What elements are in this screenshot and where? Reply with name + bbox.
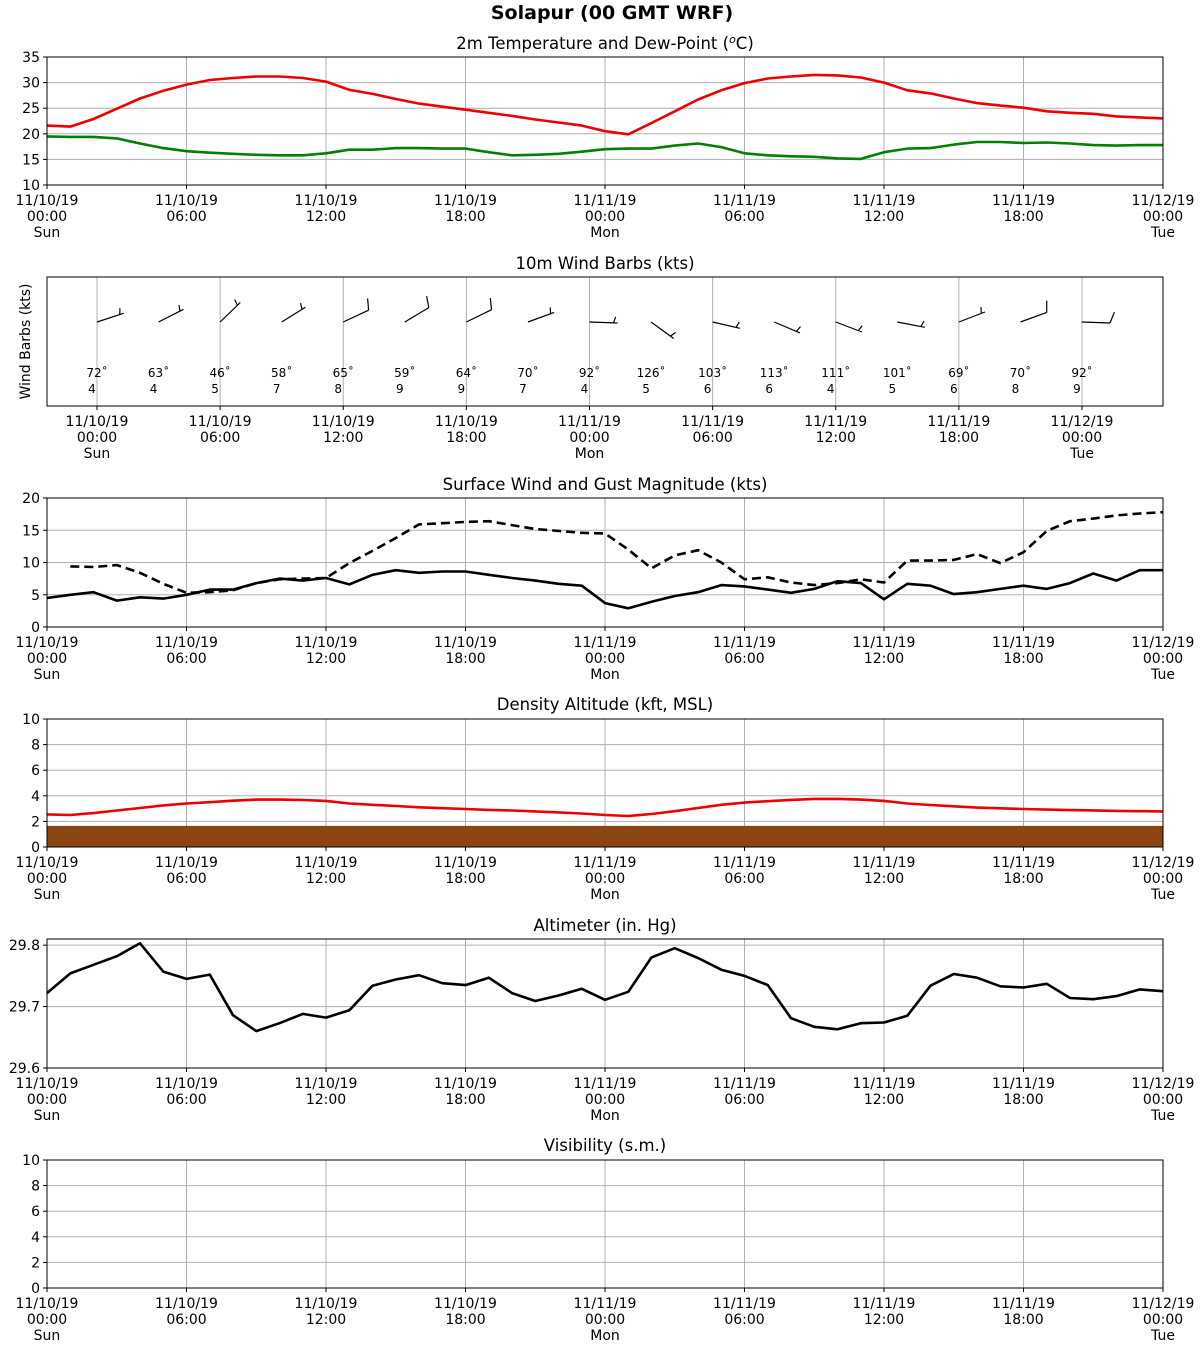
x-tick-date: 11/11/19	[992, 193, 1055, 209]
wind-barb	[713, 322, 740, 328]
x-tick-time: 18:00	[1003, 871, 1044, 887]
x-tick-date: 11/10/19	[155, 855, 218, 871]
x-tick-time: 18:00	[445, 1312, 486, 1328]
barb-speed-label: 8	[1011, 382, 1020, 396]
x-tick-time: 18:00	[445, 209, 486, 225]
wind-barb	[466, 298, 491, 322]
x-tick-time: 00:00	[26, 1312, 68, 1328]
wind-barb	[97, 308, 124, 322]
x-tick-time: 00:00	[584, 651, 626, 667]
x-tick-date: 11/10/19	[65, 414, 129, 430]
barb-speed-label: 4	[580, 382, 589, 396]
barb-half-flag	[301, 303, 302, 309]
x-tick-date: 11/11/19	[713, 1076, 776, 1092]
barb-direction-label: 63˚	[147, 366, 170, 380]
x-tick-date: 11/11/19	[992, 1296, 1055, 1312]
x-tick-time: 06:00	[692, 430, 733, 446]
x-tick-day: Mon	[574, 446, 605, 462]
barb-speed-label: 5	[211, 382, 219, 396]
x-tick-time: 18:00	[1003, 651, 1044, 667]
barb-direction-label: 65˚	[332, 366, 354, 380]
gust-line	[70, 512, 1163, 593]
barb-shaft	[1020, 312, 1046, 322]
wind-barb	[220, 300, 240, 322]
barb-direction-label: 59˚	[394, 366, 416, 380]
x-tick-time: 00:00	[1142, 651, 1184, 667]
x-tick-date: 11/11/19	[573, 1296, 637, 1312]
x-tick-time: 18:00	[445, 651, 486, 667]
y-tick-label: 29.7	[8, 999, 40, 1016]
x-tick-date: 11/10/19	[294, 635, 358, 651]
panels	[9, 33, 1195, 1344]
x-tick-day: Sun	[33, 225, 61, 241]
temperature-title: 2m Temperature and Dew-Point ($^o$C)	[456, 33, 754, 53]
barb-direction-label: 92˚	[578, 366, 601, 380]
x-tick-date: 11/10/19	[155, 1296, 218, 1312]
barb-half-flag	[235, 300, 238, 306]
barb-half-flag	[921, 321, 924, 327]
barb-speed-label: 4	[826, 382, 835, 396]
wind-barb	[405, 296, 429, 322]
barb-speed-label: 7	[519, 382, 527, 396]
x-tick-time: 00:00	[1142, 871, 1184, 887]
x-tick-date: 11/11/19	[573, 635, 637, 651]
x-tick-day: Mon	[590, 1108, 620, 1124]
x-tick-time: 06:00	[724, 871, 765, 887]
barb-direction-label: 64˚	[455, 366, 478, 380]
x-tick-date: 11/12/19	[1131, 1076, 1195, 1092]
y-tick-label: 10	[22, 555, 40, 572]
y-tick-label: 6	[31, 763, 40, 780]
x-tick-time: 18:00	[1003, 209, 1044, 225]
x-tick-date: 11/10/19	[15, 855, 79, 871]
y-tick-label: 4	[31, 788, 40, 805]
x-tick-time: 06:00	[166, 871, 207, 887]
x-tick-date: 11/10/19	[15, 1076, 79, 1092]
x-tick-day: Sun	[33, 887, 61, 903]
x-tick-date: 11/10/19	[155, 1076, 218, 1092]
altimeter-title: Altimeter (in. Hg)	[533, 916, 677, 935]
barb-direction-label: 58˚	[271, 366, 293, 380]
x-tick-day: Sun	[33, 667, 61, 683]
x-tick-date: 11/11/19	[852, 193, 916, 209]
x-tick-date: 11/10/19	[434, 1076, 497, 1092]
x-tick-time: 12:00	[323, 430, 364, 446]
barb-shaft	[466, 310, 491, 322]
x-tick-time: 06:00	[724, 1312, 765, 1328]
x-tick-time: 12:00	[863, 871, 905, 887]
x-tick-time: 00:00	[1142, 209, 1184, 225]
barb-speed-label: 5	[888, 382, 897, 396]
barb-half-flag	[858, 326, 862, 331]
x-tick-time: 12:00	[863, 1092, 905, 1108]
x-tick-date: 11/11/19	[852, 1296, 916, 1312]
barb-direction-label: 72˚	[86, 366, 108, 380]
x-tick-time: 00:00	[26, 1092, 68, 1108]
y-tick-label: 5	[31, 587, 40, 604]
x-tick-time: 06:00	[724, 209, 765, 225]
barb-shaft	[528, 312, 554, 322]
barb-shaft	[959, 312, 985, 322]
x-tick-day: Sun	[33, 1328, 61, 1344]
x-tick-time: 06:00	[166, 1092, 207, 1108]
barb-direction-label: 92˚	[1071, 366, 1093, 380]
x-tick-date: 11/11/19	[573, 855, 637, 871]
x-tick-time: 18:00	[445, 1092, 486, 1108]
visibility-title: Visibility (s.m.)	[543, 1136, 667, 1155]
x-tick-time: 12:00	[863, 209, 905, 225]
x-tick-date: 11/10/19	[434, 1296, 497, 1312]
x-tick-date: 11/11/19	[558, 414, 621, 430]
x-tick-date: 11/12/19	[1050, 414, 1114, 430]
barb-shaft	[159, 309, 184, 322]
x-tick-time: 00:00	[1142, 1092, 1184, 1108]
barb-shaft	[405, 308, 429, 322]
x-tick-day: Tue	[1151, 225, 1175, 241]
barb-speed-label: 9	[457, 382, 466, 396]
barb-speed-label: 5	[642, 382, 650, 396]
y-tick-label: 10	[22, 1153, 40, 1169]
y-tick-label: 2	[31, 814, 40, 831]
x-tick-time: 00:00	[584, 871, 626, 887]
y-tick-label: 8	[31, 1178, 40, 1195]
x-tick-day: Mon	[590, 667, 620, 683]
x-tick-day: Sun	[33, 1108, 61, 1124]
x-tick-date: 11/10/19	[294, 193, 358, 209]
x-tick-date: 11/11/19	[573, 193, 637, 209]
barb-direction-label: 46˚	[209, 366, 231, 380]
y-tick-label: 4	[31, 1229, 40, 1246]
x-tick-time: 18:00	[445, 871, 486, 887]
x-tick-time: 06:00	[166, 209, 207, 225]
x-tick-date: 11/12/19	[1131, 193, 1195, 209]
x-tick-time: 12:00	[815, 430, 856, 446]
x-tick-date: 11/11/19	[852, 1076, 916, 1092]
wind-barb	[343, 299, 368, 323]
wind-barb	[651, 322, 676, 339]
x-tick-date: 11/12/19	[1131, 1296, 1195, 1312]
barb-flag	[427, 296, 429, 308]
x-tick-date: 11/10/19	[188, 414, 252, 430]
density-altitude-panel	[16, 695, 1195, 903]
y-tick-label: 20	[22, 491, 40, 507]
barb-shaft	[220, 303, 240, 323]
x-tick-time: 06:00	[724, 1092, 765, 1108]
x-tick-time: 06:00	[166, 651, 207, 667]
figure-title: Solapur (00 GMT WRF)	[490, 2, 734, 24]
x-tick-date: 11/11/19	[927, 414, 991, 430]
x-tick-time: 12:00	[305, 651, 347, 667]
barb-direction-label: 103˚	[698, 366, 728, 380]
y-tick-label: 10	[22, 178, 40, 194]
x-tick-day: Mon	[590, 1328, 620, 1344]
y-tick-label: 15	[22, 152, 40, 169]
x-tick-date: 11/10/19	[15, 193, 79, 209]
x-tick-date: 11/10/19	[294, 1296, 358, 1312]
wind-barbs-panel	[18, 254, 1163, 462]
x-tick-time: 00:00	[569, 430, 610, 446]
barb-speed-label: 6	[765, 382, 774, 396]
x-tick-day: Tue	[1151, 1328, 1175, 1344]
wind-barb	[528, 308, 554, 323]
barb-direction-label: 70˚	[1009, 366, 1032, 380]
x-tick-date: 11/11/19	[713, 193, 776, 209]
x-tick-date: 11/11/19	[852, 635, 916, 651]
x-tick-date: 11/11/19	[713, 855, 776, 871]
x-tick-date: 11/11/19	[804, 414, 868, 430]
x-tick-day: Tue	[1151, 1108, 1175, 1124]
x-tick-day: Tue	[1151, 667, 1175, 683]
x-tick-time: 00:00	[76, 430, 118, 446]
barb-speed-label: 9	[395, 382, 404, 396]
y-tick-label: 0	[31, 840, 40, 856]
barb-shaft	[97, 313, 124, 322]
x-tick-date: 11/10/19	[434, 855, 497, 871]
wind-barb	[1020, 301, 1046, 322]
x-tick-time: 12:00	[305, 1092, 347, 1108]
x-tick-time: 00:00	[584, 1312, 626, 1328]
x-tick-time: 12:00	[863, 1312, 905, 1328]
barb-shaft	[343, 310, 368, 322]
x-tick-time: 06:00	[199, 430, 241, 446]
altimeter-panel	[9, 916, 1195, 1124]
x-tick-time: 00:00	[584, 1092, 626, 1108]
x-tick-time: 12:00	[305, 1312, 347, 1328]
barb-speed-label: 4	[88, 382, 96, 396]
x-tick-date: 11/11/19	[573, 1076, 637, 1092]
x-tick-date: 11/10/19	[434, 414, 498, 430]
barb-speed-label: 8	[334, 382, 343, 396]
x-tick-date: 11/11/19	[852, 855, 916, 871]
barb-direction-label: 70˚	[517, 366, 539, 380]
x-tick-time: 12:00	[305, 209, 347, 225]
x-tick-time: 18:00	[938, 430, 980, 446]
barb-shaft	[1082, 322, 1110, 323]
wind-barb	[774, 322, 800, 333]
x-tick-time: 18:00	[1003, 1312, 1044, 1328]
y-tick-label: 8	[31, 737, 40, 754]
barb-speed-label: 6	[950, 382, 958, 396]
barb-half-flag	[179, 305, 180, 311]
wind-barbs-title: 10m Wind Barbs (kts)	[515, 254, 695, 273]
barb-half-flag	[614, 317, 616, 323]
wind-barb	[836, 322, 862, 332]
y-tick-label: 20	[22, 126, 40, 143]
barb-half-flag	[671, 332, 676, 336]
x-tick-day: Tue	[1070, 446, 1094, 462]
x-tick-date: 11/11/19	[681, 414, 745, 430]
barb-speed-label: 7	[272, 382, 281, 396]
x-tick-date: 11/11/19	[713, 635, 776, 651]
x-tick-time: 00:00	[26, 209, 68, 225]
y-tick-label: 30	[22, 75, 40, 92]
y-tick-label: 29.8	[8, 938, 40, 955]
x-tick-date: 11/11/19	[713, 1296, 776, 1312]
barb-speed-label: 9	[1073, 382, 1081, 396]
x-tick-time: 06:00	[724, 651, 765, 667]
barb-flag	[490, 298, 491, 310]
wind-barb	[159, 305, 184, 322]
x-tick-date: 11/12/19	[1131, 635, 1195, 651]
y-tick-label: 15	[22, 523, 40, 540]
x-tick-date: 11/10/19	[155, 635, 218, 651]
wind-barb	[897, 321, 924, 327]
barb-flag	[368, 299, 369, 311]
barb-speed-label: 4	[149, 382, 158, 396]
barb-half-flag	[736, 322, 739, 327]
barb-shaft	[774, 322, 800, 333]
x-tick-time: 06:00	[166, 1312, 207, 1328]
x-tick-date: 11/10/19	[434, 193, 497, 209]
barb-direction-label: 126˚	[636, 366, 666, 380]
temperature-panel	[16, 33, 1195, 241]
x-tick-time: 00:00	[1142, 1312, 1184, 1328]
terrain-fill	[47, 826, 1163, 847]
x-tick-date: 11/10/19	[15, 1296, 79, 1312]
y-tick-label: 35	[22, 50, 40, 66]
x-tick-day: Mon	[590, 225, 620, 241]
barb-speed-label: 6	[703, 382, 712, 396]
x-tick-day: Sun	[83, 446, 111, 462]
barb-flag	[1110, 312, 1114, 323]
x-tick-day: Tue	[1151, 887, 1175, 903]
wind-barbs-ylabel: Wind Barbs (kts)	[18, 283, 34, 400]
x-tick-time: 00:00	[1061, 430, 1103, 446]
barb-shaft	[713, 322, 740, 328]
y-tick-label: 0	[31, 620, 40, 636]
visibility-panel	[16, 1136, 1195, 1344]
wind-barb	[959, 307, 985, 322]
x-tick-date: 11/11/19	[992, 635, 1055, 651]
x-tick-date: 11/10/19	[294, 855, 358, 871]
x-tick-date: 11/10/19	[311, 414, 375, 430]
x-tick-time: 00:00	[584, 209, 626, 225]
x-tick-date: 11/10/19	[155, 193, 218, 209]
x-tick-date: 11/11/19	[992, 855, 1055, 871]
barb-direction-label: 69˚	[948, 366, 970, 380]
y-tick-label: 6	[31, 1204, 40, 1221]
x-tick-date: 11/12/19	[1131, 855, 1195, 871]
x-tick-time: 12:00	[305, 871, 347, 887]
wind-barb	[282, 303, 306, 322]
x-tick-date: 11/10/19	[434, 635, 497, 651]
y-tick-label: 10	[22, 712, 40, 728]
y-tick-label: 0	[31, 1281, 40, 1297]
x-tick-time: 12:00	[863, 651, 905, 667]
wind-barb	[590, 317, 618, 323]
wind-gust-title: Surface Wind and Gust Magnitude (kts)	[442, 475, 768, 494]
y-tick-label: 2	[31, 1255, 40, 1272]
barb-shaft	[836, 322, 862, 332]
density-altitude-title: Density Altitude (kft, MSL)	[496, 695, 714, 714]
x-tick-date: 11/10/19	[15, 635, 79, 651]
y-tick-label: 29.6	[8, 1061, 40, 1077]
barb-direction-label: 111˚	[821, 366, 851, 380]
x-tick-time: 00:00	[26, 871, 68, 887]
x-tick-time: 18:00	[446, 430, 487, 446]
x-tick-time: 00:00	[26, 651, 68, 667]
x-tick-date: 11/11/19	[992, 1076, 1055, 1092]
x-tick-time: 18:00	[1003, 1092, 1044, 1108]
barb-shaft	[651, 322, 674, 339]
barb-direction-label: 113˚	[759, 366, 789, 380]
wind-barb	[1082, 312, 1114, 323]
x-tick-day: Mon	[590, 887, 620, 903]
barb-shaft	[897, 322, 924, 327]
barb-half-flag	[796, 327, 800, 332]
barb-shaft	[282, 307, 306, 322]
wind-gust-panel	[16, 475, 1195, 683]
x-tick-date: 11/10/19	[294, 1076, 358, 1092]
barb-direction-label: 101˚	[882, 366, 912, 380]
y-tick-label: 25	[22, 101, 40, 118]
